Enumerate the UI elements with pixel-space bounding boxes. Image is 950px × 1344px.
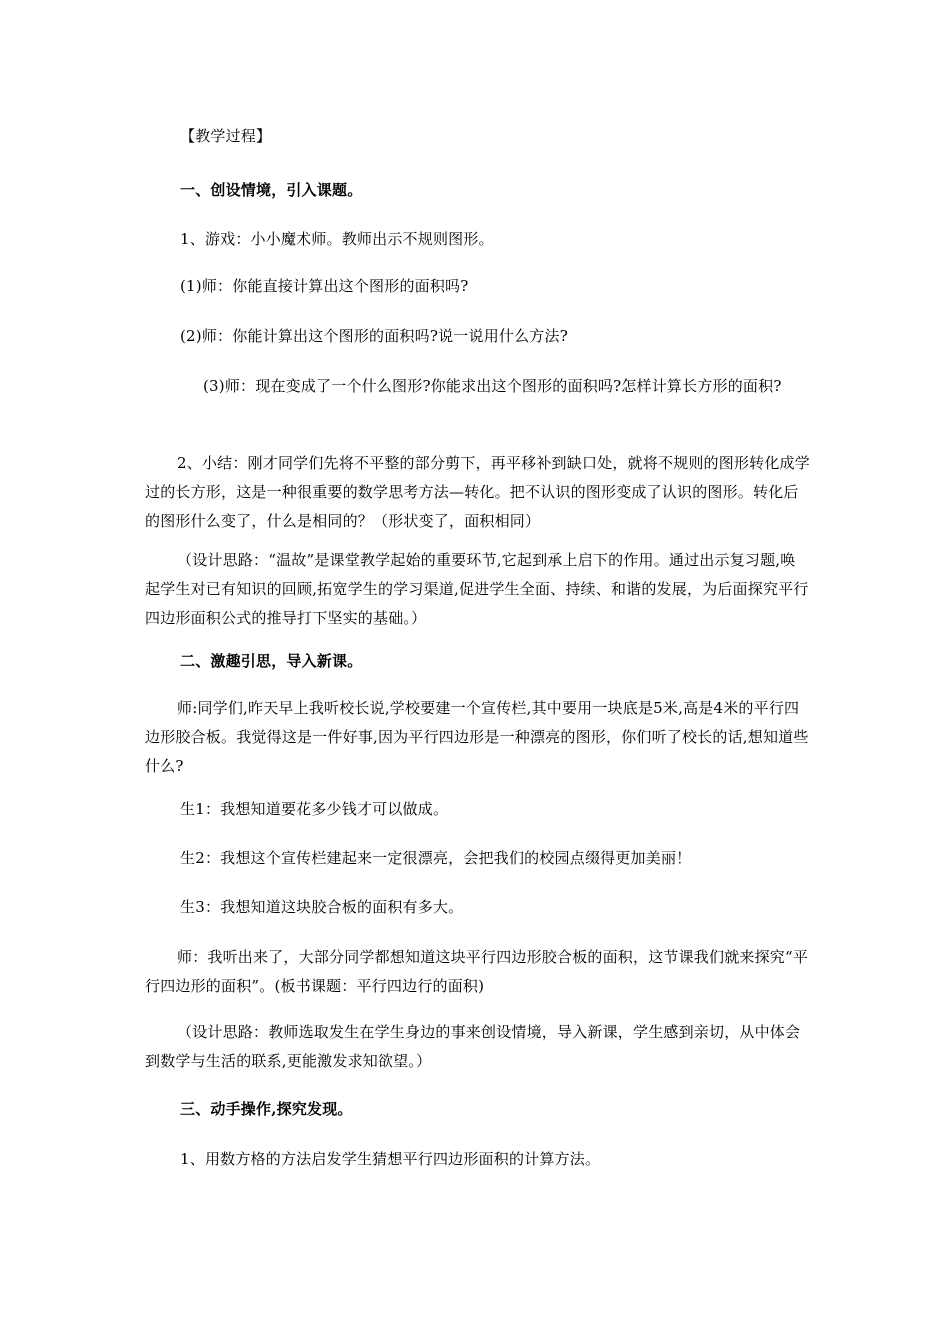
paragraph-grid-method: 1、用数方格的方法启发学生猜想平行四边形面积的计算方法。 xyxy=(180,1150,601,1168)
paragraph-student-1: 生1：我想知道要花多少钱才可以做成。 xyxy=(180,800,449,818)
paragraph-question-2: (2)师：你能计算出这个图形的面积吗?说一说用什么方法? xyxy=(180,327,568,345)
paragraph-question-1: (1)师：你能直接计算出这个图形的面积吗? xyxy=(180,277,469,295)
section-heading-teaching-process: 【教学过程】 xyxy=(180,127,272,145)
paragraph-teacher-topic: 师：我听出来了，大部分同学都想知道这块平行四边形胶合板的面积，这节课我们就来探究“平行四边形的面积”。(板书课题：平行四边行的面积) xyxy=(145,948,809,995)
section-heading-2: 二、激趣引思，导入新课。 xyxy=(180,652,363,670)
paragraph-student-2: 生2：我想这个宣传栏建起来一定很漂亮，会把我们的校园点缀得更加美丽！ xyxy=(180,849,692,867)
paragraph-design-idea-1: （设计思路：“温故”是课堂教学起始的重要环节,它起到承上启下的作用。通过出示复习题,唤起学生对已有知识的回顾,拓宽学生的学习渠道,促进学生全面、持续、和谐的发展，为后面探究平行四边形面积公式的推导打下坚实的基础。） xyxy=(145,551,809,627)
paragraph-question-3: (3)师：现在变成了一个什么图形?你能求出这个图形的面积吗?怎样计算长方形的面积? xyxy=(203,377,782,395)
paragraph-student-3: 生3：我想知道这块胶合板的面积有多大。 xyxy=(180,898,464,916)
paragraph-summary: 2、小结：刚才同学们先将不平整的部分剪下，再平移补到缺口处，就将不规则的图形转化成学过的长方形，这是一种很重要的数学思考方法—转化。把不认识的图形变成了认识的图形。转化后的图形什么变了，什么是相同的？（形状变了，面积相同） xyxy=(145,454,810,530)
paragraph-teacher-intro: 师:同学们,昨天早上我听校长说,学校要建一个宣传栏,其中要用一块底是5米,高是4米的平行四边形胶合板。我觉得这是一件好事,因为平行四边形是一种漂亮的图形，你们听了校长的话,想知道些什么? xyxy=(145,699,809,775)
paragraph-design-idea-2: （设计思路：教师选取发生在学生身边的事来创设情境，导入新课，学生感到亲切，从中体会到数学与生活的联系,更能激发求知欲望。） xyxy=(145,1023,801,1070)
section-heading-3: 三、动手操作,探究发现。 xyxy=(180,1100,353,1118)
section-heading-1: 一、创设情境，引入课题。 xyxy=(180,181,363,199)
paragraph-game: 1、游戏：小小魔术师。教师出示不规则图形。 xyxy=(180,230,494,248)
